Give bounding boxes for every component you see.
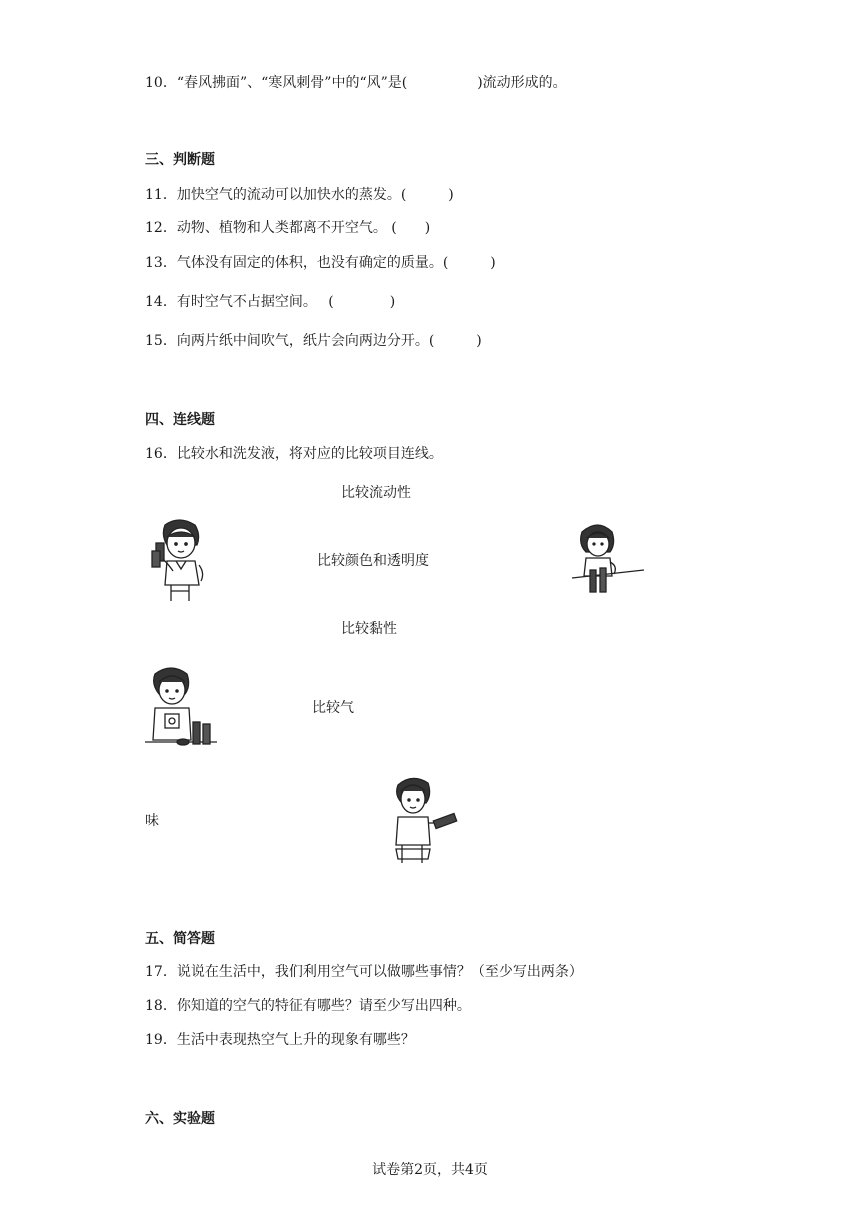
match-item-smell-part1: 比较气 [312, 700, 354, 716]
question-10: 10．“春风拂面”、“寒风刺骨”中的“风”是( )流动形成的。 [145, 75, 567, 91]
question-19: 19．生活中表现热空气上升的现象有哪些？ [145, 1032, 415, 1048]
match-item-viscosity: 比较黏性 [341, 621, 397, 637]
question-14: 14．有时空气不占据空间。 ( ) [145, 294, 396, 310]
question-12: 12．动物、植物和人类都离不开空气。 ( ) [145, 220, 431, 236]
girl-with-bottles-figure [568, 518, 648, 594]
page-footer: 试卷第2页，共4页 [372, 1162, 488, 1178]
section-heading-matching: 四、连线题 [145, 412, 215, 428]
section-heading-judgement: 三、判断题 [145, 152, 215, 168]
boy-seated-with-bottles-figure [141, 662, 221, 752]
question-17: 17．说说在生活中，我们利用空气可以做哪些事情？（至少写出两条） [145, 964, 583, 980]
question-13: 13．气体没有固定的体积，也没有确定的质量。( ) [145, 255, 496, 271]
question-16: 16．比较水和洗发液，将对应的比较项目连线。 [145, 446, 443, 462]
question-15: 15．向两片纸中间吹气，纸片会向两边分开。( ) [145, 333, 482, 349]
section-heading-experiment: 六、实验题 [145, 1111, 215, 1127]
question-11: 11．加快空气的流动可以加快水的蒸发。( ) [145, 187, 454, 203]
boy-holding-bottle-figure [388, 773, 460, 865]
match-item-fluidity: 比较流动性 [341, 485, 411, 501]
match-item-color: 比较颜色和透明度 [317, 553, 429, 569]
question-18: 18．你知道的空气的特征有哪些？请至少写出四种。 [145, 998, 471, 1014]
boy-looking-at-bottles-figure [143, 515, 213, 603]
section-heading-short-answer: 五、简答题 [145, 931, 215, 947]
match-item-smell-part2: 味 [145, 813, 159, 829]
